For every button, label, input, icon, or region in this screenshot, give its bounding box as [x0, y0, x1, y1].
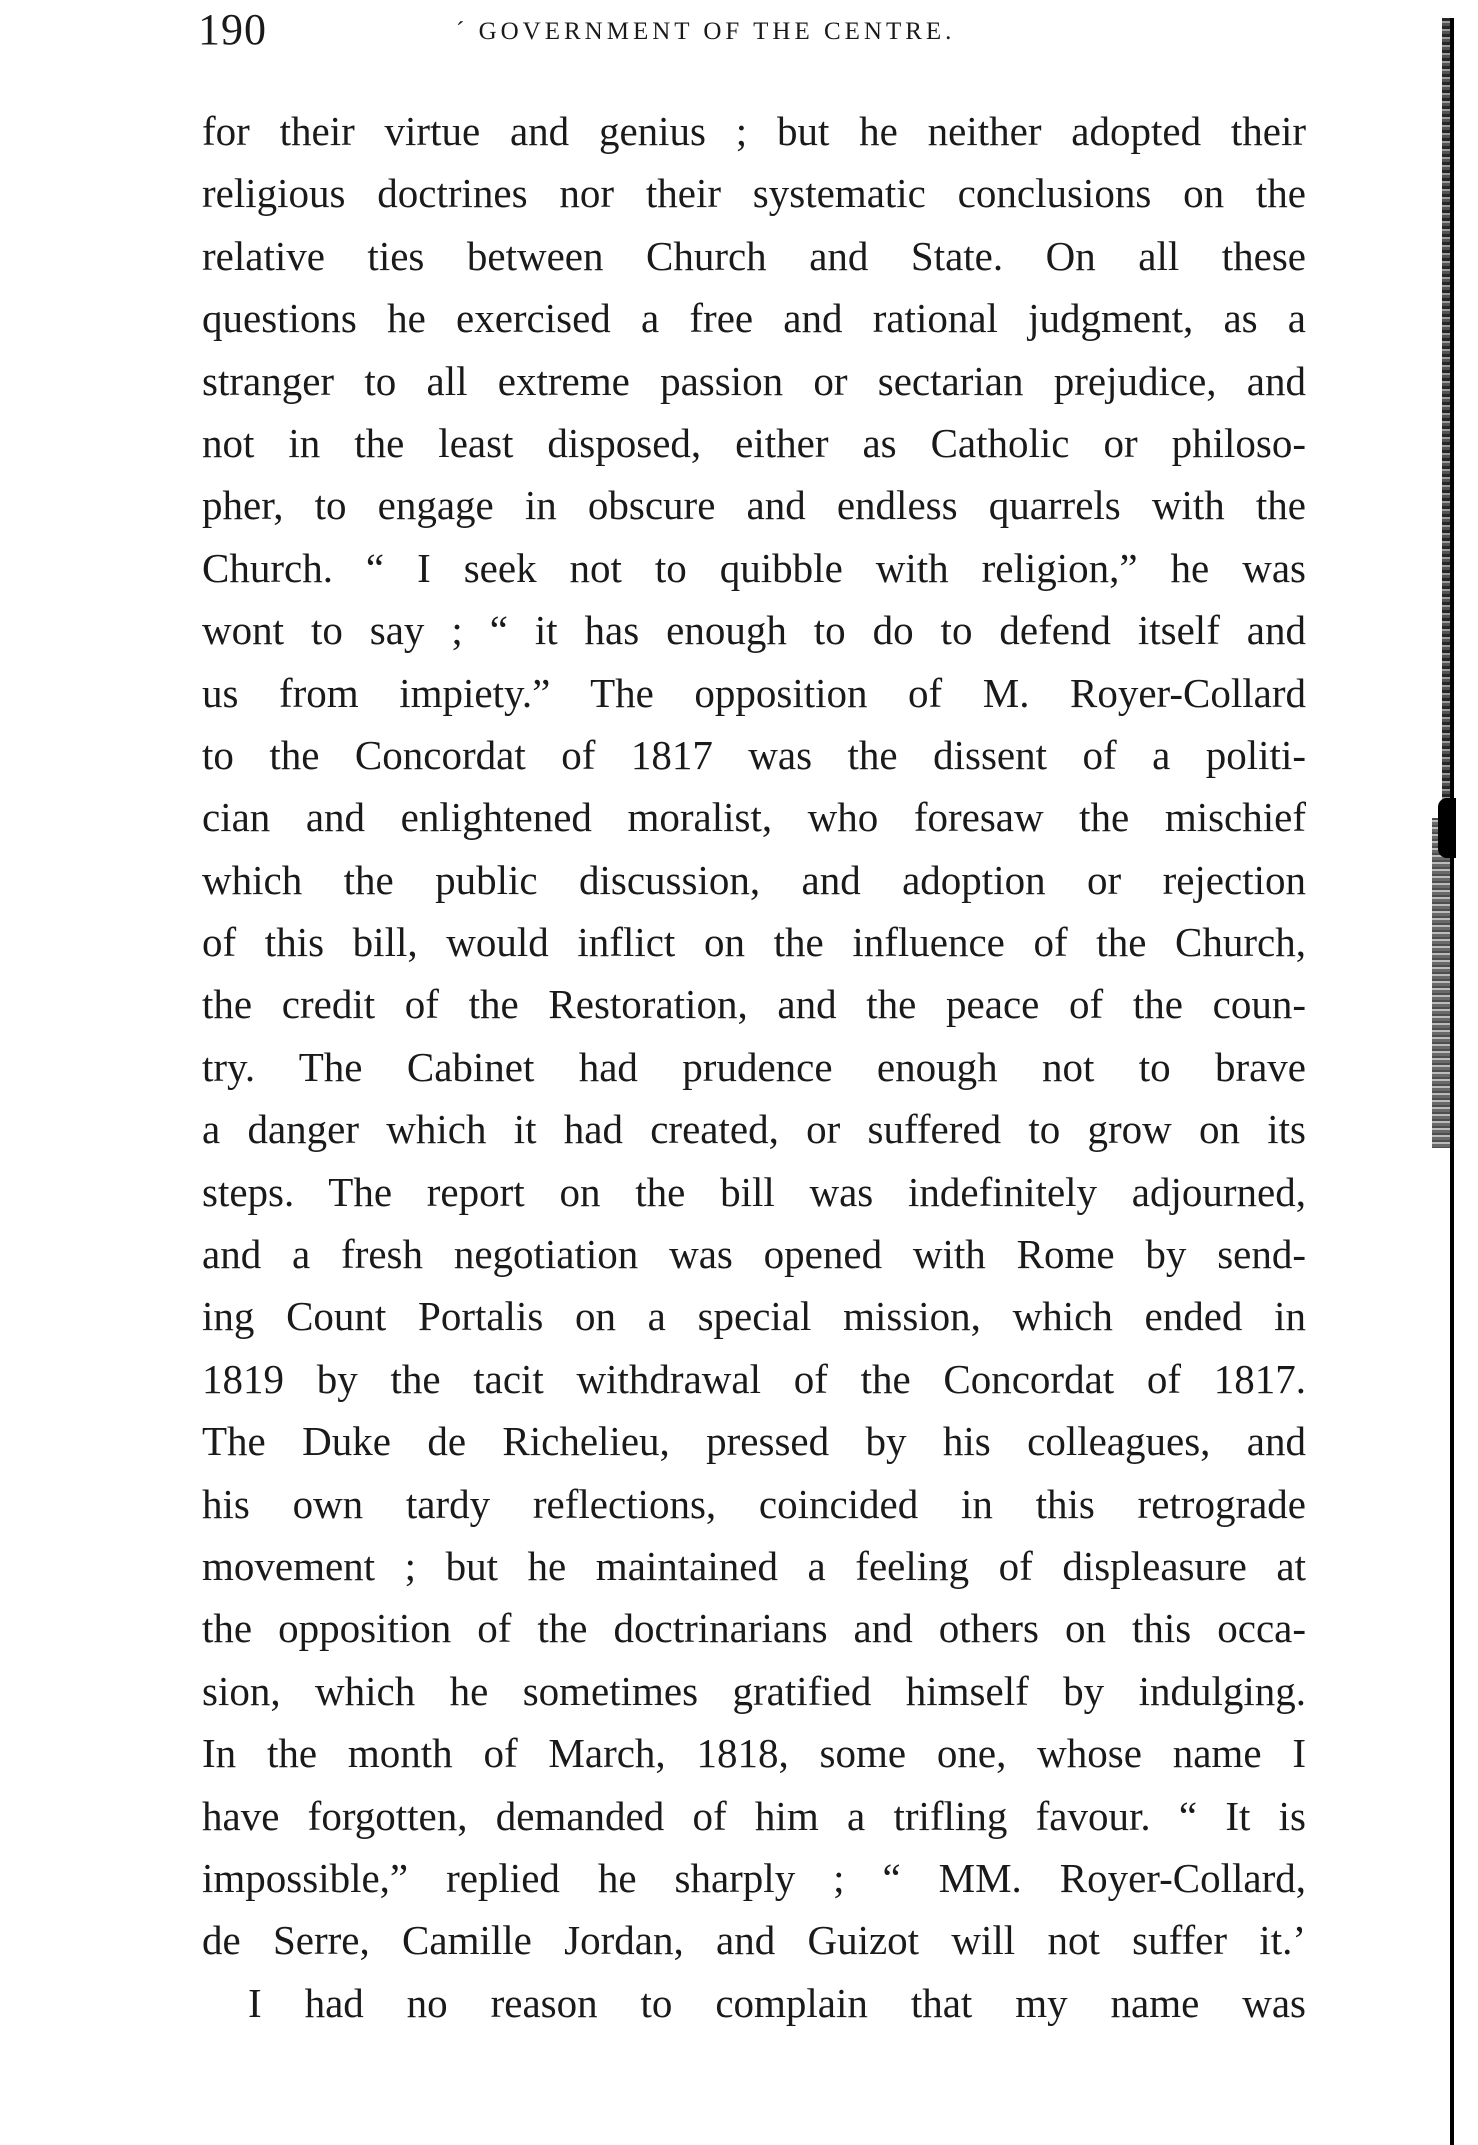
paragraph-start-line: I had no reason to complain that my name was: [248, 1979, 1306, 2026]
text-line: ing Count Portalis on a special mission, which ended in: [202, 1293, 1306, 1340]
text-line: stranger to all extreme passion or sectarian prejudice, and: [202, 357, 1306, 404]
text-line: his own tardy reflections, coincided in this retrograde: [202, 1480, 1306, 1527]
text-line: 1819 by the tacit withdrawal of the Concordat of 1817.: [202, 1355, 1306, 1402]
text-line: de Serre, Camille Jordan, and Guizot will not suffer it.’: [202, 1917, 1306, 1964]
text-line: try. The Cabinet had prudence enough not to brave: [202, 1043, 1306, 1090]
running-head-title: ´ GOVERNMENT OF THE CENTRE.: [456, 18, 956, 45]
text-line: questions he exercised a free and rational judgment, as a: [202, 295, 1306, 342]
text-line: sion, which he sometimes gratified himself by indulging.: [202, 1667, 1306, 1714]
running-head: [198, 4, 1308, 64]
text-line: to the Concordat of 1817 was the dissent of a politi-: [202, 731, 1306, 778]
text-line: Church. “ I seek not to quibble with religion,” he was: [202, 544, 1306, 591]
text-line: have forgotten, demanded of him a trifling favour. “ It is: [202, 1792, 1306, 1839]
text-line: cian and enlightened moralist, who foresaw the mischief: [202, 794, 1306, 841]
text-line: the credit of the Restoration, and the peace of the coun-: [202, 981, 1306, 1028]
body-text: [202, 100, 1306, 2034]
page-number: 190: [198, 5, 267, 54]
binding-gutter-shadow: [1430, 18, 1478, 2145]
text-line: wont to say ; “ it has enough to do to defend itself and: [202, 607, 1306, 654]
text-line: for their virtue and genius ; but he neither adopted their: [202, 108, 1306, 154]
text-line: of this bill, would inflict on the influence of the Church,: [202, 919, 1306, 966]
text-line: and a fresh negotiation was opened with Rome by send-: [202, 1231, 1306, 1278]
text-line: the opposition of the doctrinarians and others on this occa-: [202, 1605, 1306, 1652]
text-line: relative ties between Church and State. On all these: [202, 232, 1306, 279]
text-line: steps. The report on the bill was indefinitely adjourned,: [202, 1168, 1306, 1215]
text-line: movement ; but he maintained a feeling of displeasure at: [202, 1542, 1306, 1589]
text-line: not in the least disposed, either as Catholic or philoso-: [202, 419, 1306, 466]
text-line: The Duke de Richelieu, pressed by his colleagues, and: [202, 1418, 1306, 1465]
text-line: religious doctrines nor their systematic conclusions on the: [202, 170, 1306, 217]
text-line: In the month of March, 1818, some one, whose name I: [202, 1730, 1306, 1777]
text-line: a danger which it had created, or suffered to grow on its: [202, 1106, 1306, 1153]
text-line: pher, to engage in obscure and endless quarrels with the: [202, 482, 1306, 529]
text-line: us from impiety.” The opposition of M. Royer-Collard: [202, 669, 1306, 716]
page-edge: [1450, 18, 1454, 2145]
text-line: which the public discussion, and adoption or rejection: [202, 856, 1306, 903]
text-line: impossible,” replied he sharply ; “ MM. Royer-Collard,: [202, 1854, 1306, 1901]
